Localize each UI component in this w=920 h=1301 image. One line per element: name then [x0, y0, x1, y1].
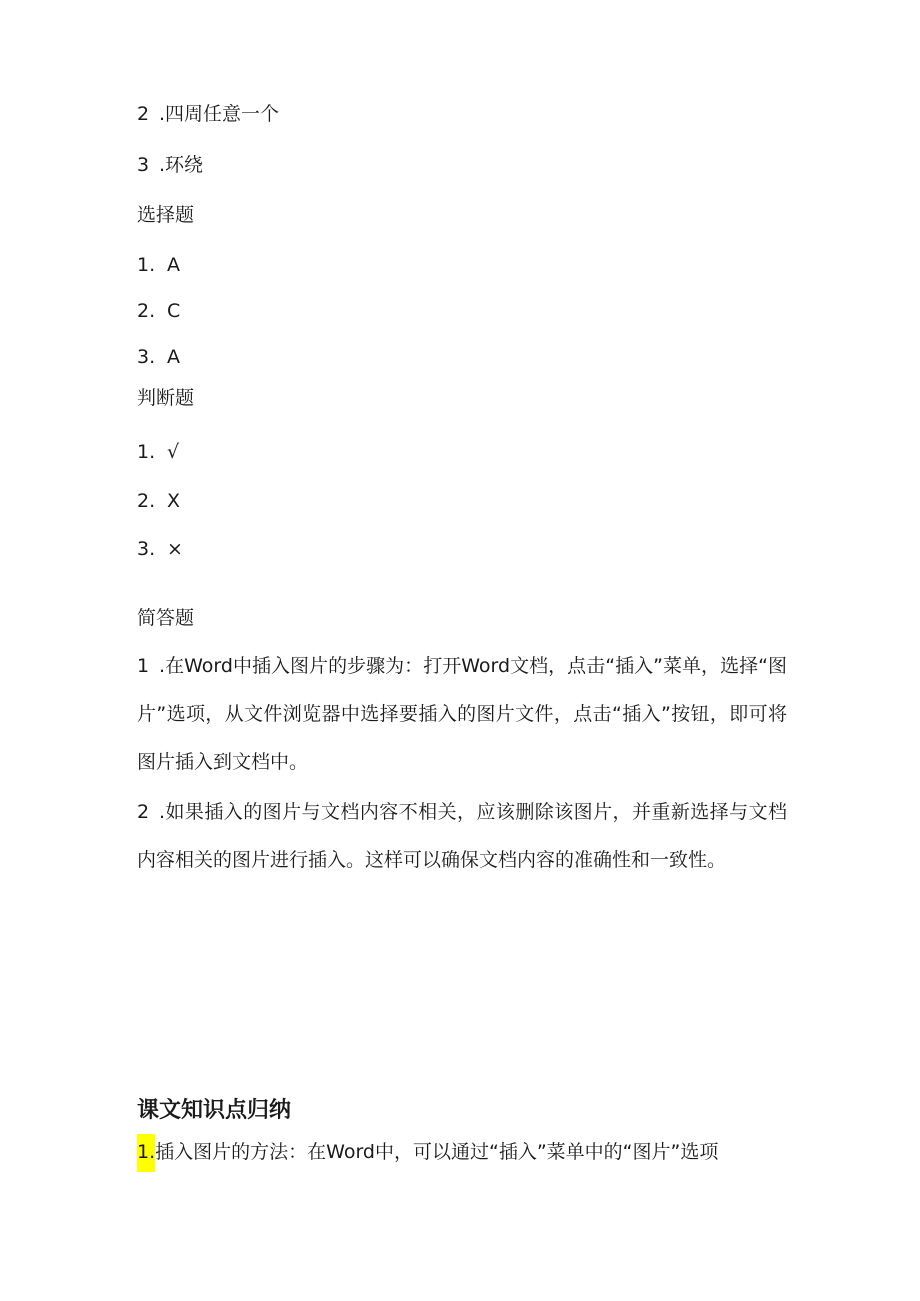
item-text: A — [167, 254, 180, 276]
item-number: 1. — [137, 254, 156, 276]
short-answer-item — [137, 788, 787, 884]
item-number: 2. — [137, 300, 156, 322]
item-text: × — [167, 538, 183, 560]
item-number: 3. — [137, 346, 156, 368]
judge-item — [137, 537, 183, 561]
item-text: 插入图片的方法：在Word中，可以通过“插入”菜单中的“图片”选项 — [155, 1141, 719, 1163]
item-number: 3. — [137, 538, 156, 560]
item-text: C — [167, 300, 181, 322]
item-text: √ — [167, 441, 180, 463]
section-title-short-answer: 简答题 — [137, 607, 195, 629]
item-text: .在Word中插入图片的步骤为：打开Word文档，点击“插入”菜单，选择“图片”选项，从文件浏览器中选择要插入的图片文件，点击“插入”按钮，即可将图片插入到文档中。 — [137, 655, 787, 773]
short-answer-item — [137, 642, 787, 786]
item-text: .环绕 — [159, 154, 204, 176]
item-number: 2. — [137, 490, 156, 512]
section-title-summary: 课文知识点归纳 — [137, 1098, 292, 1123]
choice-item — [137, 345, 180, 369]
section-title-choice: 选择题 — [137, 204, 195, 226]
judge-item — [137, 440, 179, 464]
judge-item — [137, 489, 180, 513]
item-number: 3 — [137, 154, 150, 176]
item-number: 1 — [137, 655, 150, 677]
item-number: 2 — [137, 103, 150, 125]
item-text: .如果插入的图片与文档内容不相关，应该删除该图片，并重新选择与文档内容相关的图片进行插入。这样可以确保文档内容的准确性和一致性。 — [137, 801, 787, 871]
summary-item — [137, 1140, 718, 1172]
fill-in-item — [137, 102, 279, 126]
fill-in-item — [137, 153, 203, 177]
item-text: .四周任意一个 — [159, 103, 280, 125]
item-number: 1. — [137, 441, 156, 463]
item-number: 2 — [137, 801, 150, 823]
highlighted-number: 1. — [137, 1134, 155, 1172]
item-text: X — [167, 490, 181, 512]
item-text: A — [167, 346, 180, 368]
choice-item — [137, 299, 180, 323]
section-title-judge: 判断题 — [137, 387, 195, 409]
choice-item — [137, 253, 180, 277]
